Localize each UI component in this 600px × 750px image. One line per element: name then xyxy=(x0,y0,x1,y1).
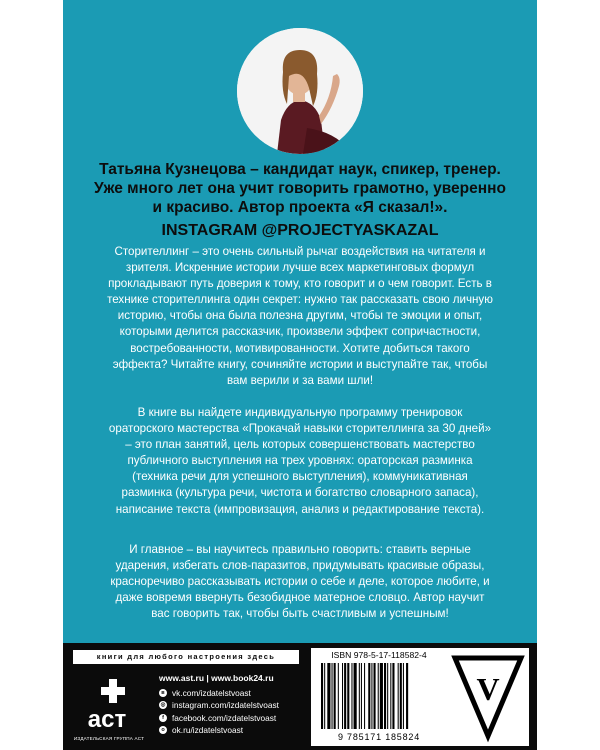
author-photo xyxy=(237,28,363,154)
social-link-text: facebook.com/izdatelstvoast xyxy=(172,712,277,723)
back-cover xyxy=(63,0,537,750)
barcode-panel xyxy=(311,648,447,746)
tagline-banner: книги для любого настроения здесь xyxy=(73,650,299,664)
isbn-number: ISBN 978-5-17-118582-4 xyxy=(331,650,427,660)
description-paragraph-1: Сторителлинг – это очень сильный рычаг воздействия на читателя и зрителя. Искренние истории лучше всех маркетинговых формул прокладывают путь доверия к тому, кто говорит и о чем говорит. Есть в технике сторителлинга один секрет: нужно так рассказать свою личную историю, чтобы она была полезна другим, чтобы те эмоции и опыт, которыми делится рассказчик, произвели эффект сопричастности, востребованности, мотивированности. Хотите добиться такого эффекта? Читайте книгу, сочиняйте истории и выступайте так, чтобы вам верили и за вами шли! xyxy=(107,245,493,387)
social-link-instagram xyxy=(159,700,279,711)
vk-icon: в xyxy=(159,689,167,697)
facebook-icon: f xyxy=(159,714,167,722)
ast-logo-text: аст xyxy=(87,706,127,733)
social-link-vk xyxy=(159,687,279,698)
social-link-text: vk.com/izdatelstvoast xyxy=(172,687,251,698)
author-bio: Татьяна Кузнецова – кандидат наук, спикер, тренер. Уже много лет она учит говорить грамотно, уверенно и красиво. Автор проекта «Я сказал!». xyxy=(94,161,506,216)
ean-number: 9 785171 185824 xyxy=(337,732,421,742)
barcode-icon xyxy=(321,663,437,729)
publisher-footer xyxy=(63,643,537,750)
imprint-mark xyxy=(447,648,529,746)
author-portrait-illustration xyxy=(237,28,363,154)
imprint-letter: V xyxy=(476,671,500,707)
odnoklassniki-icon: о xyxy=(159,726,167,734)
social-links xyxy=(159,687,279,737)
instagram-handle: INSTAGRAM @PROJECTYASKAZAL xyxy=(161,222,439,239)
description-paragraph-3: И главное – вы научитесь правильно говорить: ставить верные ударения, избегать слов-паразитов, придумывать красивые образы, красноречиво рассказывать истории о себе и деле, которое любите, и даже вовремя ввернуть безобидное матерное словцо. Автор научит вас говорить так, чтобы быть счастливым и успешным! xyxy=(110,543,490,621)
instagram-icon: ◎ xyxy=(160,702,166,708)
social-link-facebook xyxy=(159,712,279,723)
publisher-websites: www.ast.ru | www.book24.ru xyxy=(159,673,274,683)
social-link-text: instagram.com/izdatelstvoast xyxy=(172,700,279,710)
social-link-text: ok.ru/izdatelstvoast xyxy=(172,725,244,735)
social-link-odnoklassniki xyxy=(159,725,279,736)
triangle-v-icon xyxy=(447,648,529,746)
description-paragraph-2: В книге вы найдете индивидуальную программу тренировок ораторского мастерства «Прокачай навыки сторителлинга за 30 дней» – это план занятий, цель которых совершенствовать мастерство публичного выступления на трех уровнях: ораторская разминка (техника речи для успешного выступления), коммуникативная разминка (культура речи, чистота и богатство словарного запаса), написание текста (импровизация, анализ и редактирование текста). xyxy=(108,406,492,516)
publisher-name: ИЗДАТЕЛЬСКАЯ ГРУППА АСТ xyxy=(73,736,145,741)
ast-logo-icon xyxy=(79,673,135,735)
